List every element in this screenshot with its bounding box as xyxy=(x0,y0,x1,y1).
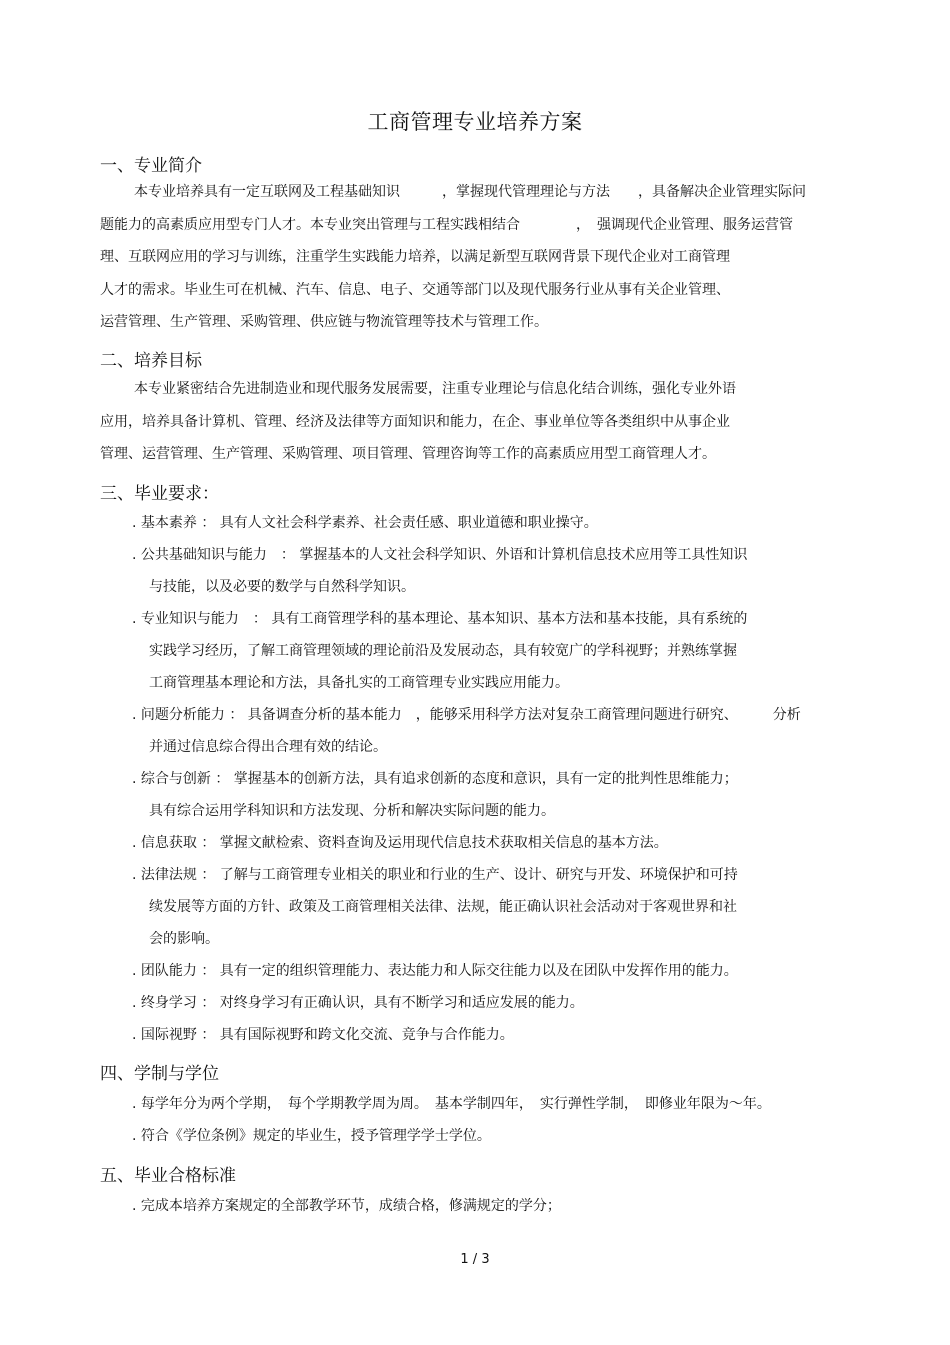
requirement-item: . 基本素养 ： 具有人文社会科学素养、社会责任感、职业道德和职业操守。 xyxy=(132,515,598,531)
requirement-item: . 团队能力 ： 具有一定的组织管理能力、表达能力和人际交往能力以及在团队中发挥作用的能力。 xyxy=(132,963,738,979)
requirement-item-continuation: 与技能，以及必要的数学与自然科学知识。 xyxy=(149,579,415,595)
requirement-item: . 公共基础知识与能力 ： 掌握基本的人文社会科学知识、外语和计算机信息技术应用等工具性知识 xyxy=(132,547,748,563)
section-heading-objectives: 二、培养目标 xyxy=(100,351,202,371)
requirement-item: . 综合与创新 ： 掌握基本的创新方法，具有追求创新的态度和意识，具有一定的批判性思维能力； xyxy=(132,771,738,787)
requirement-item-continuation: 实践学习经历，了解工商管理领域的理论前沿及发展动态，具有较宽广的学科视野；并熟练掌握 xyxy=(149,643,737,659)
requirement-item: . 法律法规 ： 了解与工商管理专业相关的职业和行业的生产、设计、研究与开发、环境保护和可持 xyxy=(132,867,738,883)
paragraph-line: . 完成本培养方案规定的全部教学环节，成绩合格，修满规定的学分； xyxy=(132,1198,561,1214)
paragraph-line: 管理、运营管理、生产管理、采购管理、项目管理、管理咨询等工作的高素质应用型工商管理人才。 xyxy=(100,446,716,462)
requirement-item-continuation: 会的影响。 xyxy=(149,931,219,947)
requirement-item-continuation: 并通过信息综合得出合理有效的结论。 xyxy=(149,739,387,755)
section-heading-duration-degree: 四、学制与学位 xyxy=(100,1064,219,1084)
paragraph-line: . 每学年分为两个学期， 每个学期教学周为周。 基本学制四年， 实行弹性学制， 即修业年限为～年。 xyxy=(132,1096,771,1112)
requirement-item-continuation: 具有综合运用学科知识和方法发现、分析和解决实际问题的能力。 xyxy=(149,803,555,819)
requirement-item: . 信息获取 ： 掌握文献检索、资料查询及运用现代信息技术获取相关信息的基本方法。 xyxy=(132,835,668,851)
paragraph-line: 理、互联网应用的学习与训练，注重学生实践能力培养，以满足新型互联网背景下现代企业对工商管理 xyxy=(100,249,730,265)
requirement-item: . 专业知识与能力 ： 具有工商管理学科的基本理论、基本知识、基本方法和基本技能，具有系统的 xyxy=(132,611,748,627)
section-heading-graduation-requirements: 三、毕业要求： xyxy=(100,484,219,504)
paragraph-line: . 符合《学位条例》规定的毕业生，授予管理学学士学位。 xyxy=(132,1128,491,1144)
requirement-item-continuation: 续发展等方面的方针、政策及工商管理相关法律、法规，能正确认识社会活动对于客观世界和社 xyxy=(149,899,737,915)
section-heading-introduction: 一、专业简介 xyxy=(100,156,202,176)
paragraph-line: 应用，培养具备计算机、管理、经济及法律等方面知识和能力，在企、事业单位等各类组织中从事企业 xyxy=(100,414,730,430)
requirement-item: . 终身学习 ： 对终身学习有正确认识，具有不断学习和适应发展的能力。 xyxy=(132,995,584,1011)
paragraph-line: 运营管理、生产管理、采购管理、供应链与物流管理等技术与管理工作。 xyxy=(100,314,548,330)
requirement-item: . 问题分析能力 ： 具备调查分析的基本能力 ，能够采用科学方法对复杂工商管理问题进行研究、 分析 xyxy=(132,707,801,723)
requirement-item-continuation: 工商管理基本理论和方法，具备扎实的工商管理专业实践应用能力。 xyxy=(149,675,569,691)
section-heading-graduation-standards: 五、毕业合格标准 xyxy=(100,1166,236,1186)
paragraph-line: 本专业紧密结合先进制造业和现代服务发展需要，注重专业理论与信息化结合训练，强化专业外语 xyxy=(134,381,736,397)
page-number: 1 / 3 xyxy=(460,1252,490,1267)
paragraph-line: 题能力的高素质应用型专门人才。本专业突出管理与工程实践相结合 ， 强调现代企业管理、服务运营管 xyxy=(100,217,793,233)
requirement-item: . 国际视野 ： 具有国际视野和跨文化交流、竞争与合作能力。 xyxy=(132,1027,514,1043)
paragraph-line: 本专业培养具有一定互联网及工程基础知识 ，掌握现代管理理论与方法 ，具备解决企业管理实际问 xyxy=(134,184,806,200)
document-title: 工商管理专业培养方案 xyxy=(367,110,583,134)
paragraph-line: 人才的需求。毕业生可在机械、汽车、信息、电子、交通等部门以及现代服务行业从事有关企业管理、 xyxy=(100,282,730,298)
